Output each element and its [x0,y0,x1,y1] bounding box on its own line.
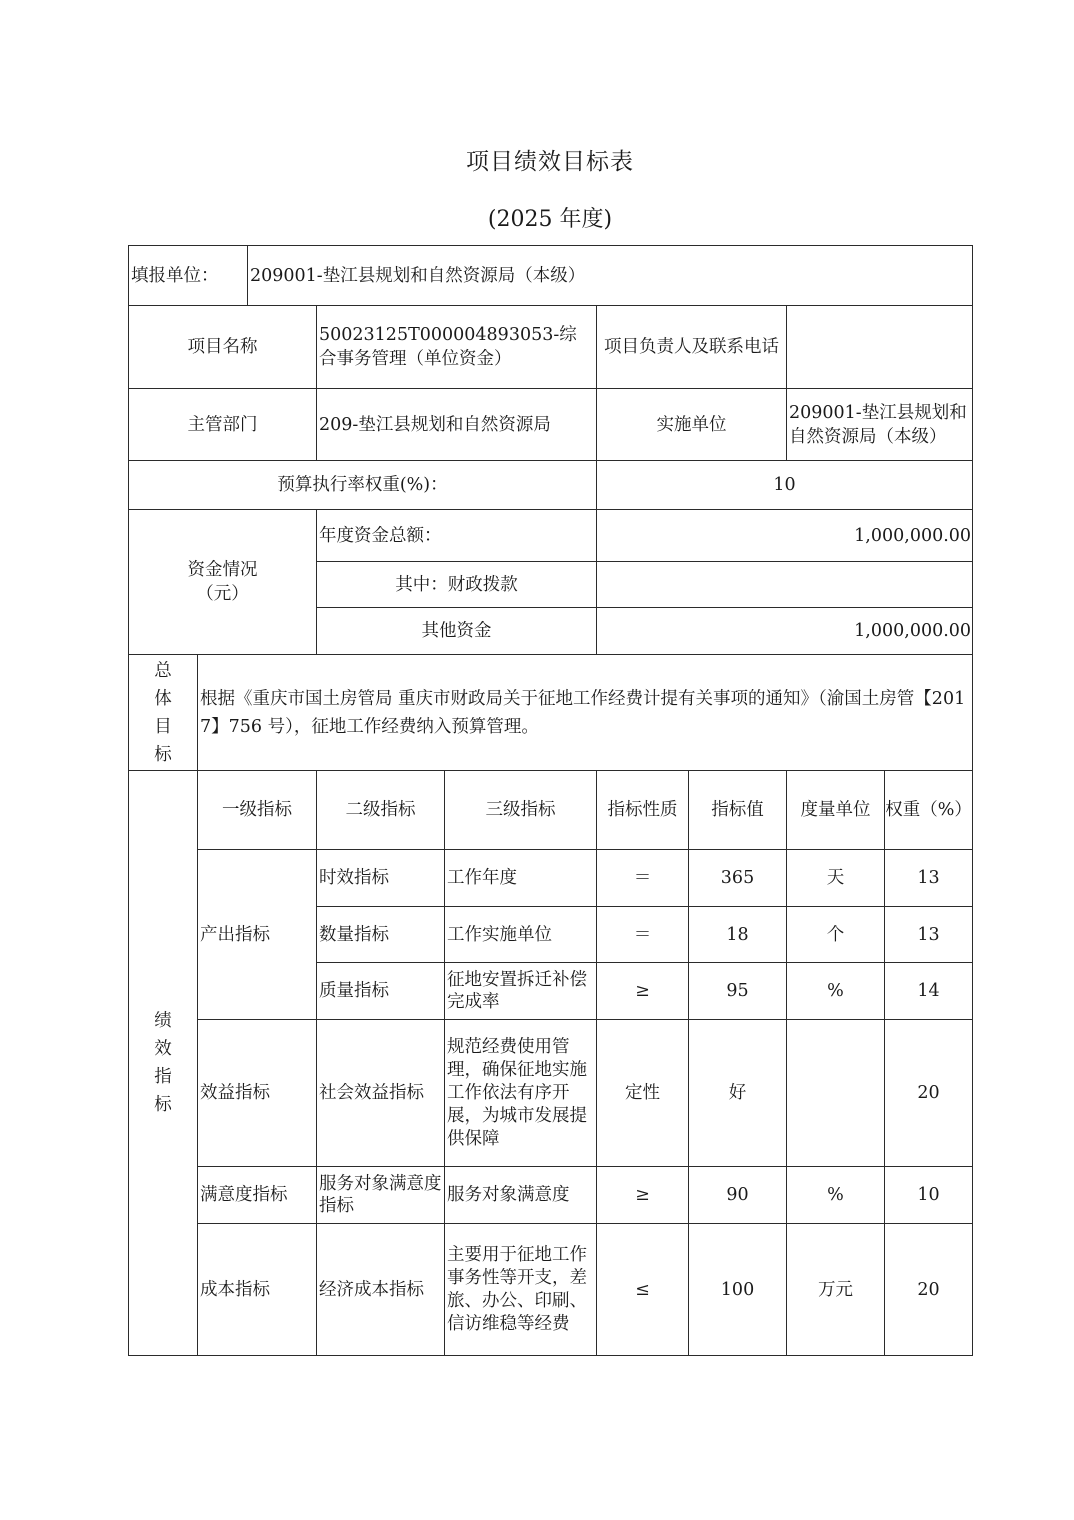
indicator-value: 95 [689,963,787,1020]
performance-label-char: 指 [154,1067,172,1087]
overall-goal-row [129,655,973,771]
funds-total-value: 1,000,000.00 [597,510,973,562]
indicator-unit [787,1020,885,1167]
indicator-weight: 20 [885,1224,973,1356]
column-header-level2: 二级指标 [317,771,445,850]
reporting-unit-row [129,246,973,306]
indicator-unit: 个 [787,907,885,963]
level3-indicator: 工作年度 [445,850,597,907]
funds-fiscal-value [597,562,973,608]
level2-indicator: 经济成本指标 [317,1224,445,1356]
funds-row [129,510,973,562]
competent-dept-row [129,389,973,461]
document-subtitle: (2025 年度) [487,207,613,232]
overall-goal-text: 根据《重庆市国土房管局 重庆市财政局关于征地工作经费计提有关事项的通知》（渝国土房管【2017】756 号），征地工作经费纳入预算管理。 [198,655,973,771]
budget-weight-label: 预算执行率权重(%)： [129,461,597,510]
level1-indicator: 产出指标 [198,850,317,1020]
column-header-weight: 权重（%） [885,771,973,850]
document-title: 项目绩效目标表 [466,149,634,175]
level3-indicator: 规范经费使用管理，确保征地实施工作依法有序开展，为城市发展提供保障 [445,1020,597,1167]
indicator-row [129,1224,973,1356]
funds-other-label: 其他资金 [317,608,597,655]
reporting-unit-label: 填报单位： [129,246,248,306]
funds-label-line1: 资金情况 [187,560,258,580]
indicator-nature: 定性 [597,1020,689,1167]
implementing-unit-value: 209001-垫江县规划和自然资源局（本级） [787,389,973,461]
funds-label [129,510,317,655]
indicator-unit: 天 [787,850,885,907]
funds-total-label: 年度资金总额： [317,510,597,562]
implementing-unit-label: 实施单位 [597,389,787,461]
performance-label-char: 效 [154,1039,172,1059]
performance-label-char: 标 [154,1095,172,1115]
project-name-value: 50023125T000004893053-综合事务管理（单位资金） [317,306,597,389]
indicator-value: 好 [689,1020,787,1167]
level2-indicator: 服务对象满意度指标 [317,1167,445,1224]
indicator-unit: % [787,1167,885,1224]
level2-indicator: 质量指标 [317,963,445,1020]
column-header-level3: 三级指标 [445,771,597,850]
funds-other-value: 1,000,000.00 [597,608,973,655]
column-header-unit: 度量单位 [787,771,885,850]
funds-label-line2: （元） [196,584,249,604]
indicator-unit: 万元 [787,1224,885,1356]
level3-indicator: 主要用于征地工作事务性等开支，差旅、办公、印刷、信访维稳等经费 [445,1224,597,1356]
competent-dept-value: 209-垫江县规划和自然资源局 [317,389,597,461]
competent-dept-label: 主管部门 [129,389,317,461]
project-leader-label: 项目负责人及联系电话 [597,306,787,389]
indicator-weight: 20 [885,1020,973,1167]
indicator-weight: 10 [885,1167,973,1224]
indicator-value: 18 [689,907,787,963]
indicator-value: 100 [689,1224,787,1356]
column-header-nature: 指标性质 [597,771,689,850]
level2-indicator: 数量指标 [317,907,445,963]
overall-goal-label-char: 总 [154,660,172,681]
project-name-label: 项目名称 [129,306,317,389]
indicator-nature: ≥ [597,1167,689,1224]
budget-weight-row [129,461,973,510]
reporting-unit-value: 209001-垫江县规划和自然资源局（本级） [248,246,973,306]
indicator-nature: ≥ [597,963,689,1020]
level3-indicator: 征地安置拆迁补偿完成率 [445,963,597,1020]
indicator-header-row [129,771,973,850]
indicator-row [129,1020,973,1167]
performance-label-char: 绩 [154,1011,172,1031]
level1-indicator: 效益指标 [198,1020,317,1167]
level3-indicator: 工作实施单位 [445,907,597,963]
level3-indicator: 服务对象满意度 [445,1167,597,1224]
project-name-row [129,306,973,389]
indicator-weight: 14 [885,963,973,1020]
overall-goal-label-char: 标 [154,744,172,765]
overall-goal-label-char: 目 [154,716,172,737]
indicator-nature: ＝ [597,850,689,907]
overall-goal-label-char: 体 [154,688,172,709]
overall-goal-label [129,655,198,771]
column-header-value: 指标值 [689,771,787,850]
performance-indicator-label [129,771,198,1356]
indicator-weight: 13 [885,850,973,907]
indicator-row [129,850,973,907]
indicator-unit: % [787,963,885,1020]
project-leader-value [787,306,973,389]
indicator-nature: ＝ [597,907,689,963]
performance-goal-table [128,245,973,1356]
indicator-weight: 13 [885,907,973,963]
indicator-value: 90 [689,1167,787,1224]
indicator-row [129,1167,973,1224]
level1-indicator: 满意度指标 [198,1167,317,1224]
level2-indicator: 时效指标 [317,850,445,907]
indicator-nature: ≤ [597,1224,689,1356]
column-header-level1: 一级指标 [198,771,317,850]
level1-indicator: 成本指标 [198,1224,317,1356]
budget-weight-value: 10 [597,461,973,510]
indicator-value: 365 [689,850,787,907]
funds-fiscal-label: 其中：财政拨款 [317,562,597,608]
level2-indicator: 社会效益指标 [317,1020,445,1167]
